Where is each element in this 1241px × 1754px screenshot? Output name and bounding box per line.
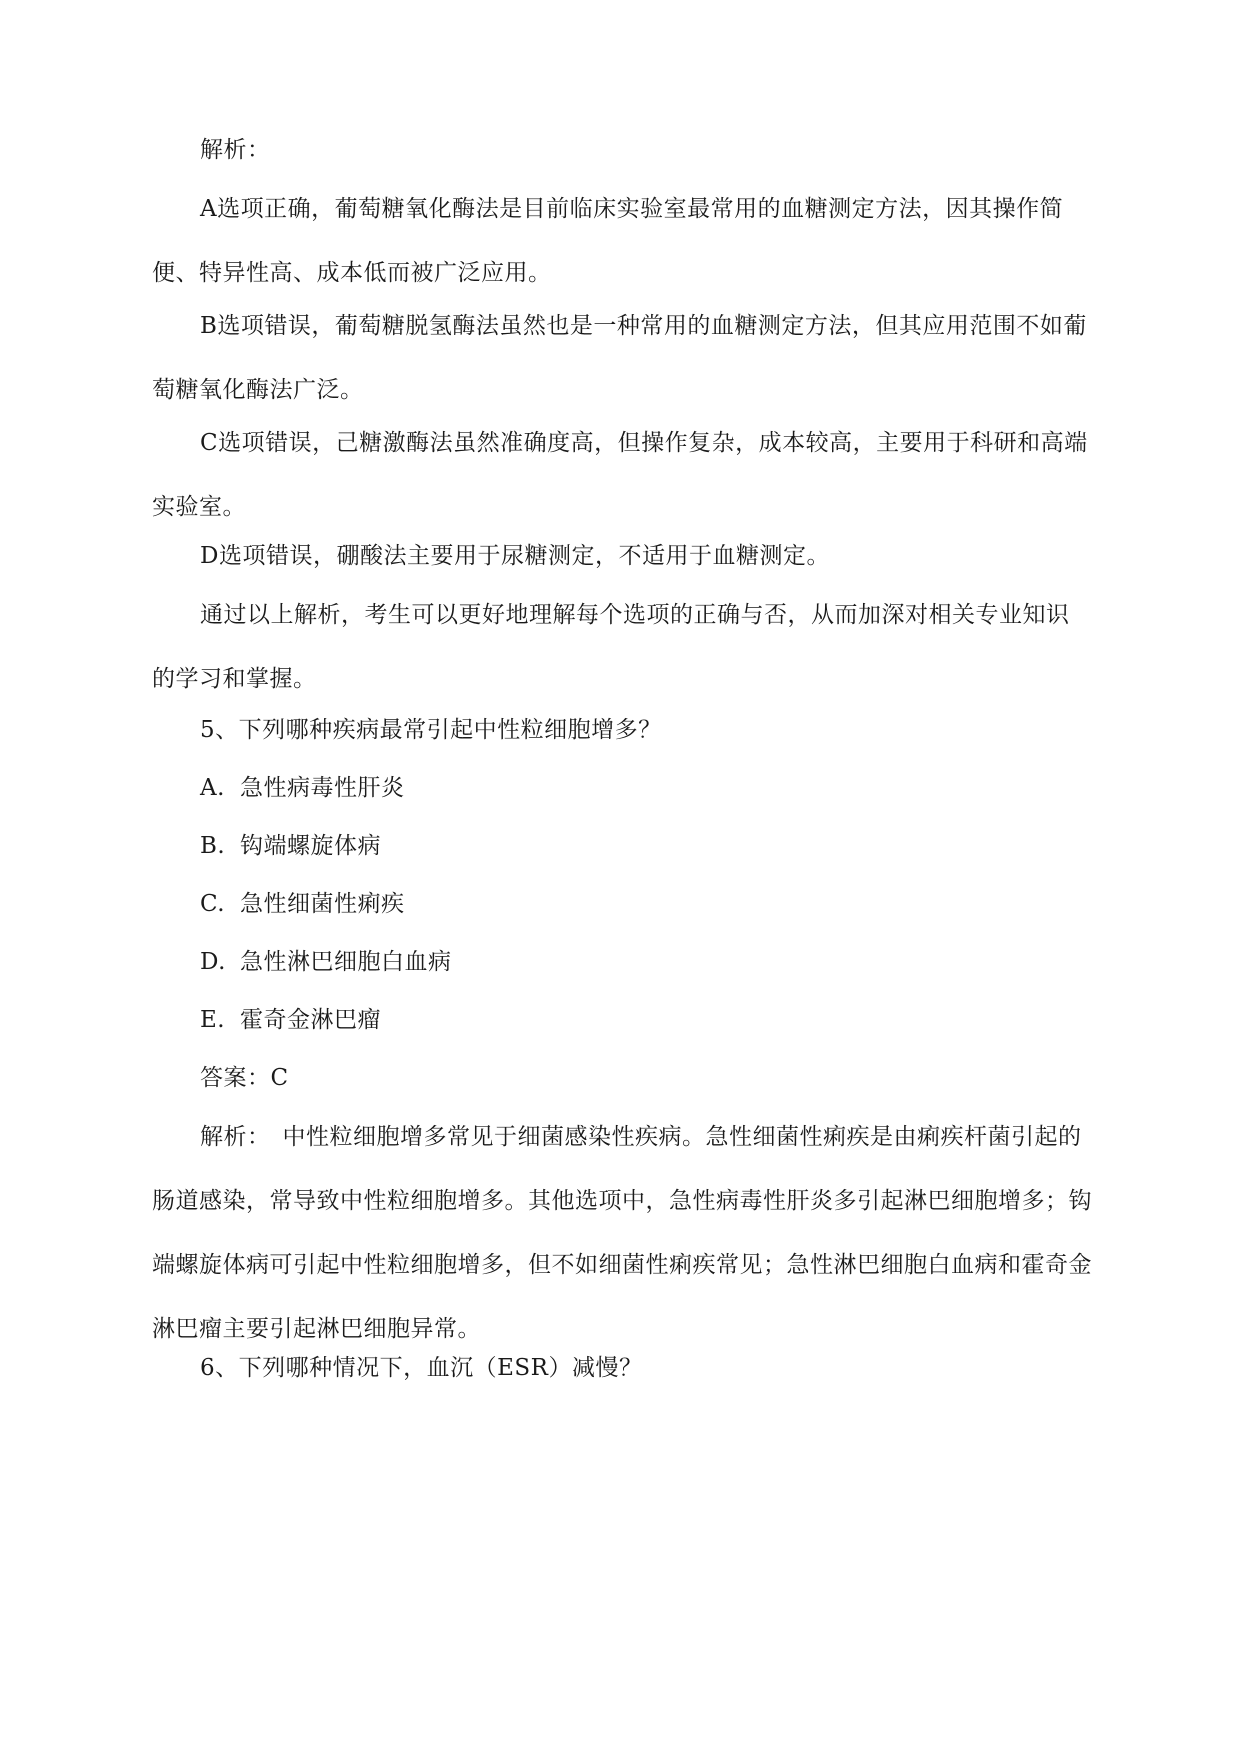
- analysis-paragraph-a: A选项正确，葡萄糖氧化酶法是目前临床实验室最常用的血糖测定方法，因其操作简便、特异性高、成本低而被广泛应用。: [152, 196, 1064, 286]
- option-c-letter: C.: [200, 891, 226, 917]
- answer-line: 答案：C: [200, 1065, 289, 1091]
- option-c-text: 急性细菌性痢疾: [240, 891, 405, 917]
- option-a: [200, 772, 405, 804]
- option-b-text: 钩端螺旋体病: [240, 833, 381, 859]
- option-c: [200, 888, 405, 920]
- option-d-letter: D.: [200, 949, 226, 975]
- option-e-letter: E.: [200, 1007, 226, 1033]
- option-d-text: 急性淋巴细胞白血病: [240, 949, 452, 975]
- option-a-letter: A.: [200, 775, 225, 801]
- analysis-paragraph-c: C选项错误，己糖激酶法虽然准确度高，但操作复杂，成本较高，主要用于科研和高端实验室。: [152, 430, 1088, 520]
- question-5-text: 5、下列哪种疾病最常引起中性粒细胞增多？: [200, 717, 662, 743]
- option-e-text: 霍奇金淋巴瘤: [240, 1007, 381, 1033]
- question-6-text: 6、下列哪种情况下，血沉（ESR）减慢？: [200, 1355, 643, 1381]
- question-5-analysis: 解析： 中性粒细胞增多常见于细菌感染性疾病。急性细菌性痢疾是由痢疾杆菌引起的肠道感染，常导致中性粒细胞增多。其他选项中，急性病毒性肝炎多引起淋巴细胞增多；钩端螺旋体病可引起中性粒细胞增多，但不如细菌性痢疾常见；急性淋巴细胞白血病和霍奇金淋巴瘤主要引起淋巴细胞异常。: [152, 1124, 1092, 1342]
- analysis-paragraph-d: D选项错误，硼酸法主要用于尿糖测定，不适用于血糖测定。: [200, 543, 830, 569]
- analysis-paragraph-b: B选项错误，葡萄糖脱氢酶法虽然也是一种常用的血糖测定方法，但其应用范围不如葡萄糖氧化酶法广泛。: [152, 313, 1087, 403]
- option-b: [200, 830, 381, 862]
- analysis-heading: 解析：: [200, 137, 271, 163]
- option-d: [200, 946, 452, 978]
- analysis-summary: 通过以上解析，考生可以更好地理解每个选项的正确与否，从而加深对相关专业知识的学习和掌握。: [152, 602, 1070, 692]
- option-b-letter: B.: [200, 833, 226, 859]
- option-e: [200, 1004, 381, 1036]
- option-a-text: 急性病毒性肝炎: [240, 775, 405, 801]
